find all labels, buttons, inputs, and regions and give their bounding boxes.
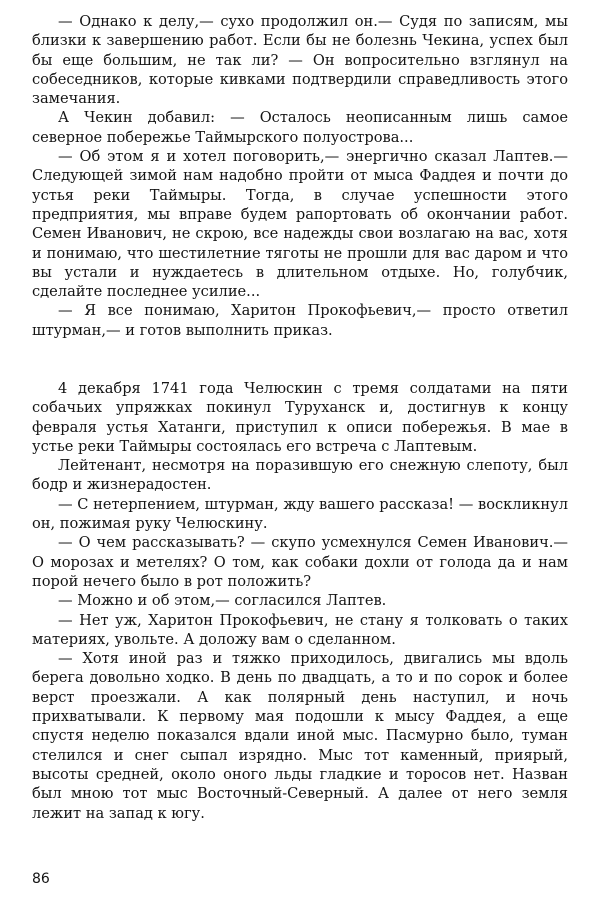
paragraph: — Однако к делу,— сухо продолжил он.— Судя по записям, мы близки к завершению работ. Если бы не болезнь Чекина, успех был бы еще большим, не так ли? — Он вопросительно взглянул на собеседников, которые кивками подтвердили справедливость этого замечания. bbox=[32, 13, 568, 108]
page-number: 86 bbox=[32, 871, 50, 887]
paragraph: — Я все понимаю, Харитон Прокофьевич,— просто ответил штурман,— и готов выполнить приказ. bbox=[32, 302, 568, 339]
dialogue-section-lapteev-meeting bbox=[32, 12, 568, 340]
paragraph: — Нет уж, Харитон Прокофьевич, не стану я толковать о таких материях, увольте. А доложу вам о сделанном. bbox=[32, 611, 568, 648]
paragraph: — Можно и об этом,— согласился Лаптев. bbox=[58, 592, 387, 610]
paragraph: А Чекин добавил: — Осталось неописанным лишь самое северное побережье Таймырского полуострова... bbox=[32, 109, 568, 146]
paragraph: 4 декабря 1741 года Челюскин с тремя солдатами на пяти собачьих упряжках покинул Туруханск и, достигнув к концу февраля устья Хатанги, приступил к описи побережья. В мае в устье реки Таймыры состоялась его встреча с Лаптевым. bbox=[32, 380, 568, 455]
paragraph: Лейтенант, несмотря на поразившую его снежную слепоту, был бодр и жизнерадостен. bbox=[32, 457, 568, 494]
paragraph: — С нетерпением, штурман, жду вашего рассказа! — воскликнул он, пожимая руку Челюскину. bbox=[32, 495, 568, 533]
paragraph: — Хотя иной раз и тяжко приходилось, двигались мы вдоль берега довольно ходко. В день по двадцать, а то и по сорок и более верст проезжали. А как полярный день наступил, и ночь прихватывали. К первому мая подошли к мысу Фаддея, а еще спустя неделю показался вдали иной мыс. Пасмурно было, туман стелился и снег сыпал изрядно. Мыс тот каменный, приярый, высоты средней, около оного льды гладкие и торосов нет. Назван был мною тот мыс Восточный-Северный. А далее от него земля лежит на запад к югу. bbox=[32, 650, 568, 822]
paragraph: — Об этом я и хотел поговорить,— энергично сказал Лаптев.— Следующей зимой нам надобно пройти от мыса Фаддея и почти до устья реки Таймыры. Тогда, в случае успешности этого предприятия, мы вправе будем рапортовать об окончании работ. Семен Иванович, не скрою, все надежды свои возлагаю на вас, хотя и понимаю, что шестилетние тяготы не прошли для вас даром и что вы устали и нуждаетесь в длительном отдыхе. Но, голубчик, сделайте последнее усилие... bbox=[32, 148, 568, 301]
narrative-section-chelyuskin-expedition bbox=[32, 379, 568, 823]
paragraph: — О чем рассказывать? — скупо усмехнулся Семен Иванович.— О морозах и метелях? О том, как собаки дохли от голода да и нам порой нечего было в рот положить? bbox=[32, 534, 568, 590]
